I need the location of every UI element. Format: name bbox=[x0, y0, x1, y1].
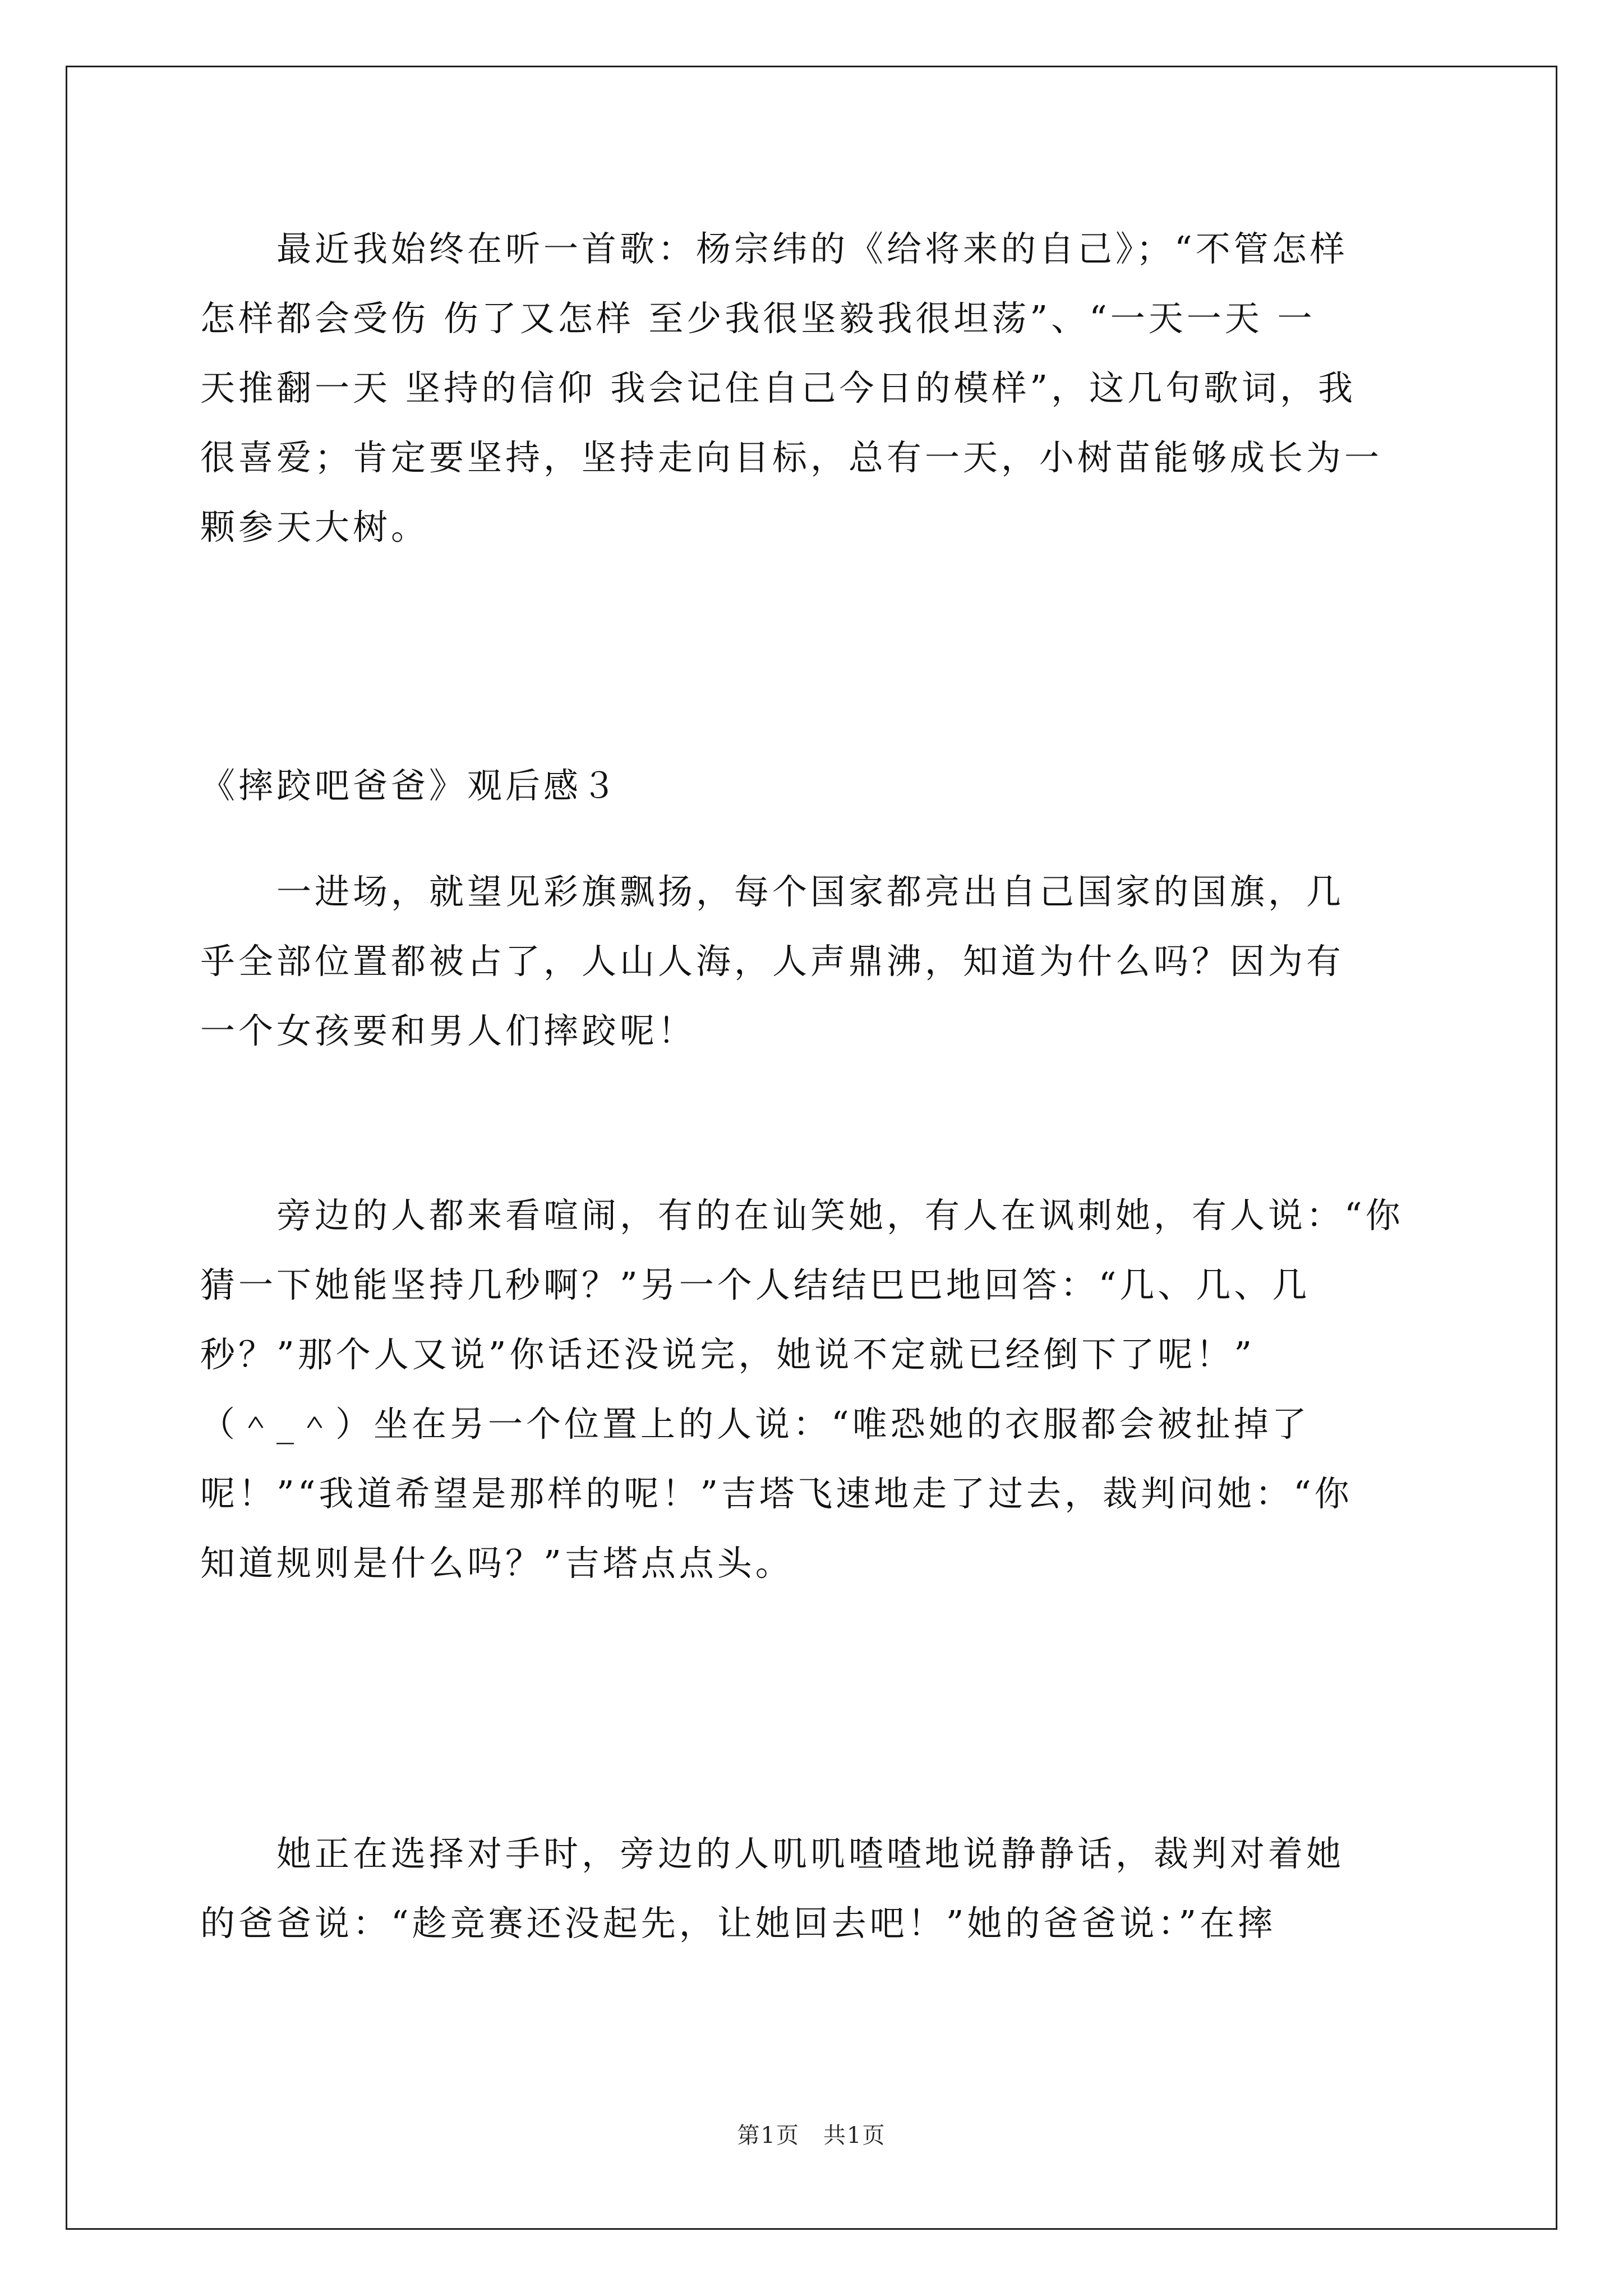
paragraph-line: 知道规则是什么吗？”吉塔点点头。 bbox=[200, 1543, 794, 1584]
paragraph-line: 颗参天大树。 bbox=[200, 507, 430, 547]
paragraph-line: 秒？”那个人又说”你话还没说完，她说不定就已经倒下了呢！” bbox=[200, 1334, 1256, 1375]
paragraph-line: 天推翻一天 坚持的信仰 我会记住自己今日的模样”，这几句歌词，我 bbox=[200, 367, 1357, 408]
section-heading: 《摔跤吧爸爸》观后感３ bbox=[200, 765, 620, 806]
paragraph-4 bbox=[200, 1819, 1423, 1958]
paragraph-line: 一进场，就望见彩旗飘扬，每个国家都亮出自己国家的国旗，几 bbox=[200, 871, 1345, 912]
paragraph-line: 很喜爱；肯定要坚持，坚持走向目标，总有一天，小树苗能够成长为一 bbox=[200, 437, 1383, 478]
paragraph-line: 乎全部位置都被占了，人山人海，人声鼎沸，知道为什么吗？因为有 bbox=[200, 941, 1345, 982]
paragraph-line: 一个女孩要和男人们摔跤呢！ bbox=[200, 1010, 697, 1051]
paragraph-line: 她正在选择对手时，旁边的人叽叽喳喳地说静静话，裁判对着她 bbox=[200, 1833, 1345, 1874]
paragraph-line: 猜一下她能坚持几秒啊？”另一个人结结巴巴地回答：“几、几、几 bbox=[200, 1264, 1311, 1305]
paragraph-line: 的爸爸说：“趁竞赛还没起先，让她回去吧！”她的爸爸说：”在摔 bbox=[200, 1903, 1276, 1944]
paragraph-line: 怎样都会受伤 伤了又怎样 至少我很坚毅我很坦荡”、“一天一天 一 bbox=[200, 298, 1316, 339]
paragraph-line: 旁边的人都来看喧闹，有的在讪笑她，有人在讽刺她，有人说：“你 bbox=[200, 1195, 1404, 1236]
paragraph-line: 最近我始终在听一首歌：杨宗纬的《给将来的自己》；“不管怎样 bbox=[200, 228, 1348, 269]
paragraph-3 bbox=[200, 1181, 1423, 1598]
page-footer: 第1页 共1页 bbox=[737, 2123, 886, 2148]
paragraph-1 bbox=[200, 214, 1423, 562]
paragraph-2 bbox=[200, 857, 1423, 1066]
paragraph-line: （＾_＾）坐在另一个位置上的人说：“唯恐她的衣服都会被扯掉了 bbox=[200, 1404, 1310, 1444]
paragraph-line: 呢！”“我道希望是那样的呢！”吉塔飞速地走了过去，裁判问她：“你 bbox=[200, 1473, 1353, 1514]
